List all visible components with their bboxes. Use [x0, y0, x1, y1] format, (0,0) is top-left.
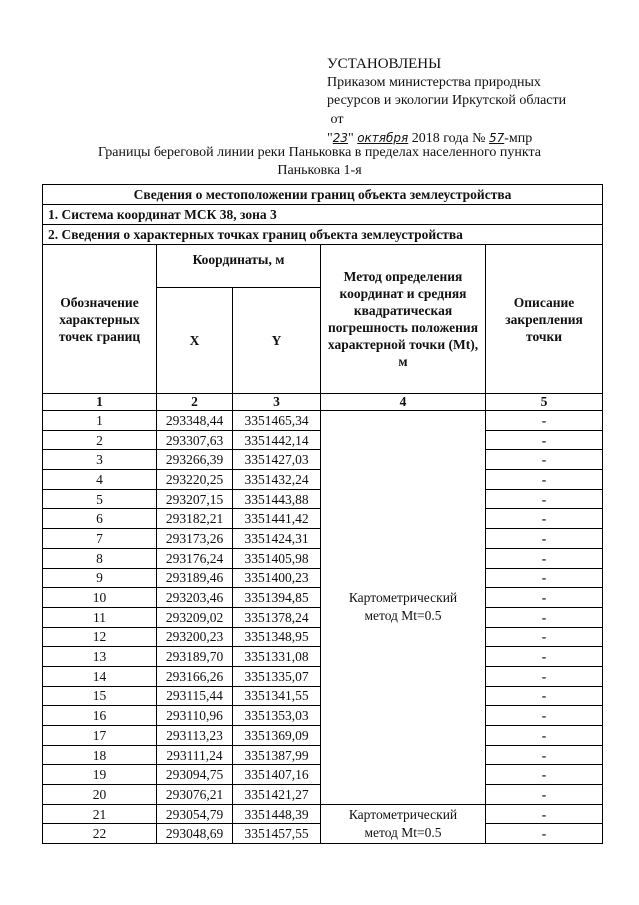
point-number: 17	[43, 726, 157, 746]
method-cell: Картометрический метод Mt=0.5	[321, 804, 486, 843]
coord-y: 3351465,34	[233, 411, 321, 431]
point-number: 10	[43, 588, 157, 608]
description-cell: -	[486, 607, 603, 627]
coord-x: 293189,70	[157, 647, 233, 667]
description-cell: -	[486, 745, 603, 765]
coord-x: 293203,46	[157, 588, 233, 608]
coord-y: 3351331,08	[233, 647, 321, 667]
point-number: 8	[43, 548, 157, 568]
section-title: Сведения о местоположении границ объекта землеустройства	[43, 185, 603, 205]
method-cell: Картометрический метод Mt=0.5	[321, 411, 486, 805]
coord-x: 293200,23	[157, 627, 233, 647]
approval-line-2: ресурсов и экологии Иркутской области	[327, 93, 567, 108]
coord-x: 293048,69	[157, 824, 233, 844]
description-cell: -	[486, 529, 603, 549]
coord-y: 3351427,03	[233, 450, 321, 470]
column-number-row	[43, 394, 603, 411]
coord-x: 293111,24	[157, 745, 233, 765]
date-close-quote: "	[348, 131, 354, 146]
point-number: 4	[43, 470, 157, 490]
coord-y: 3351421,27	[233, 785, 321, 805]
coord-x: 293173,26	[157, 529, 233, 549]
description-cell: -	[486, 470, 603, 490]
approval-line-3	[327, 111, 566, 130]
date-open-quote: "	[327, 131, 333, 146]
point-number: 9	[43, 568, 157, 588]
coord-y: 3351405,98	[233, 548, 321, 568]
header-method: Метод определения координат и средняя квадратическая погрешность положения характерной точки (Mt), м	[321, 245, 486, 394]
coord-x: 293209,02	[157, 607, 233, 627]
header-coordinates: Координаты, м	[157, 245, 321, 288]
point-number: 7	[43, 529, 157, 549]
description-cell: -	[486, 568, 603, 588]
description-cell: -	[486, 489, 603, 509]
description-cell: -	[486, 411, 603, 431]
coord-y: 3351442,14	[233, 430, 321, 450]
point-number: 3	[43, 450, 157, 470]
point-number: 5	[43, 489, 157, 509]
description-cell: -	[486, 824, 603, 844]
coord-x: 293094,75	[157, 765, 233, 785]
coord-y: 3351387,99	[233, 745, 321, 765]
point-number: 14	[43, 666, 157, 686]
coord-x: 293348,44	[157, 411, 233, 431]
description-cell: -	[486, 785, 603, 805]
coord-y: 3351424,31	[233, 529, 321, 549]
coord-x: 293266,39	[157, 450, 233, 470]
coord-y: 3351400,23	[233, 568, 321, 588]
coord-y: 3351432,24	[233, 470, 321, 490]
description-cell: -	[486, 450, 603, 470]
section-2-points: 2. Сведения о характерных точках границ объекта землеустройства	[43, 225, 603, 245]
point-number: 16	[43, 706, 157, 726]
document-title	[0, 144, 639, 180]
coord-y: 3351341,55	[233, 686, 321, 706]
point-number: 12	[43, 627, 157, 647]
document-title-line-1: Границы береговой линии реки Паньковка в пределах населенного пункта	[98, 145, 541, 160]
approval-number: 57	[488, 131, 505, 145]
coord-y: 3351407,16	[233, 765, 321, 785]
coord-y: 3351348,95	[233, 627, 321, 647]
coord-x: 293110,96	[157, 706, 233, 726]
description-cell: -	[486, 706, 603, 726]
point-number: 18	[43, 745, 157, 765]
coord-y: 3351378,24	[233, 607, 321, 627]
description-cell: -	[486, 548, 603, 568]
point-number: 6	[43, 509, 157, 529]
col-number: 4	[321, 394, 486, 411]
point-number: 13	[43, 647, 157, 667]
table-row	[43, 804, 603, 824]
approval-year: 2018 года №	[411, 131, 486, 146]
point-number: 15	[43, 686, 157, 706]
coord-x: 293220,25	[157, 470, 233, 490]
approval-block	[327, 55, 566, 149]
description-cell: -	[486, 509, 603, 529]
point-number: 2	[43, 430, 157, 450]
section-1-coordinate-system: 1. Система координат МСК 38, зона 3	[43, 205, 603, 225]
coord-y: 3351441,42	[233, 509, 321, 529]
description-cell: -	[486, 804, 603, 824]
coord-x: 293076,21	[157, 785, 233, 805]
coord-x: 293113,23	[157, 726, 233, 746]
point-number: 19	[43, 765, 157, 785]
coord-x: 293182,21	[157, 509, 233, 529]
point-number: 20	[43, 785, 157, 805]
approval-line-1: Приказом министерства природных	[327, 74, 541, 90]
coord-x: 293176,24	[157, 548, 233, 568]
coord-y: 3351369,09	[233, 726, 321, 746]
description-cell: -	[486, 666, 603, 686]
description-cell: -	[486, 647, 603, 667]
coord-x: 293207,15	[157, 489, 233, 509]
col-number: 1	[43, 394, 157, 411]
approval-day: 23	[332, 131, 348, 145]
approval-from: от	[330, 111, 344, 127]
point-rows	[43, 411, 603, 844]
coord-x: 293166,26	[157, 666, 233, 686]
header-x: X	[157, 288, 233, 394]
coord-x: 293307,63	[157, 430, 233, 450]
header-description: Описание закрепления точки	[486, 245, 603, 394]
coord-y: 3351394,85	[233, 588, 321, 608]
description-cell: -	[486, 430, 603, 450]
approval-month: октября	[357, 131, 409, 145]
approval-title: УСТАНОВЛЕНЫ	[327, 56, 442, 72]
point-number: 1	[43, 411, 157, 431]
point-number: 11	[43, 607, 157, 627]
col-number: 3	[233, 394, 321, 411]
coord-x: 293054,79	[157, 804, 233, 824]
description-cell: -	[486, 686, 603, 706]
description-cell: -	[486, 765, 603, 785]
document-title-line-2: Паньковка 1-я	[277, 163, 362, 178]
col-number: 2	[157, 394, 233, 411]
coord-y: 3351448,39	[233, 804, 321, 824]
coord-x: 293189,46	[157, 568, 233, 588]
approval-suffix: -мпр	[504, 131, 533, 146]
coord-y: 3351457,55	[233, 824, 321, 844]
point-number: 21	[43, 804, 157, 824]
description-cell: -	[486, 588, 603, 608]
col-number: 5	[486, 394, 603, 411]
coord-y: 3351443,88	[233, 489, 321, 509]
coord-y: 3351353,03	[233, 706, 321, 726]
description-cell: -	[486, 726, 603, 746]
coord-x: 293115,44	[157, 686, 233, 706]
point-number: 22	[43, 824, 157, 844]
description-cell: -	[486, 627, 603, 647]
table-row	[43, 411, 603, 431]
coordinates-table	[42, 184, 603, 844]
header-y: Y	[233, 288, 321, 394]
header-point: Обозначение характерных точек границ	[43, 245, 157, 394]
coord-y: 3351335,07	[233, 666, 321, 686]
